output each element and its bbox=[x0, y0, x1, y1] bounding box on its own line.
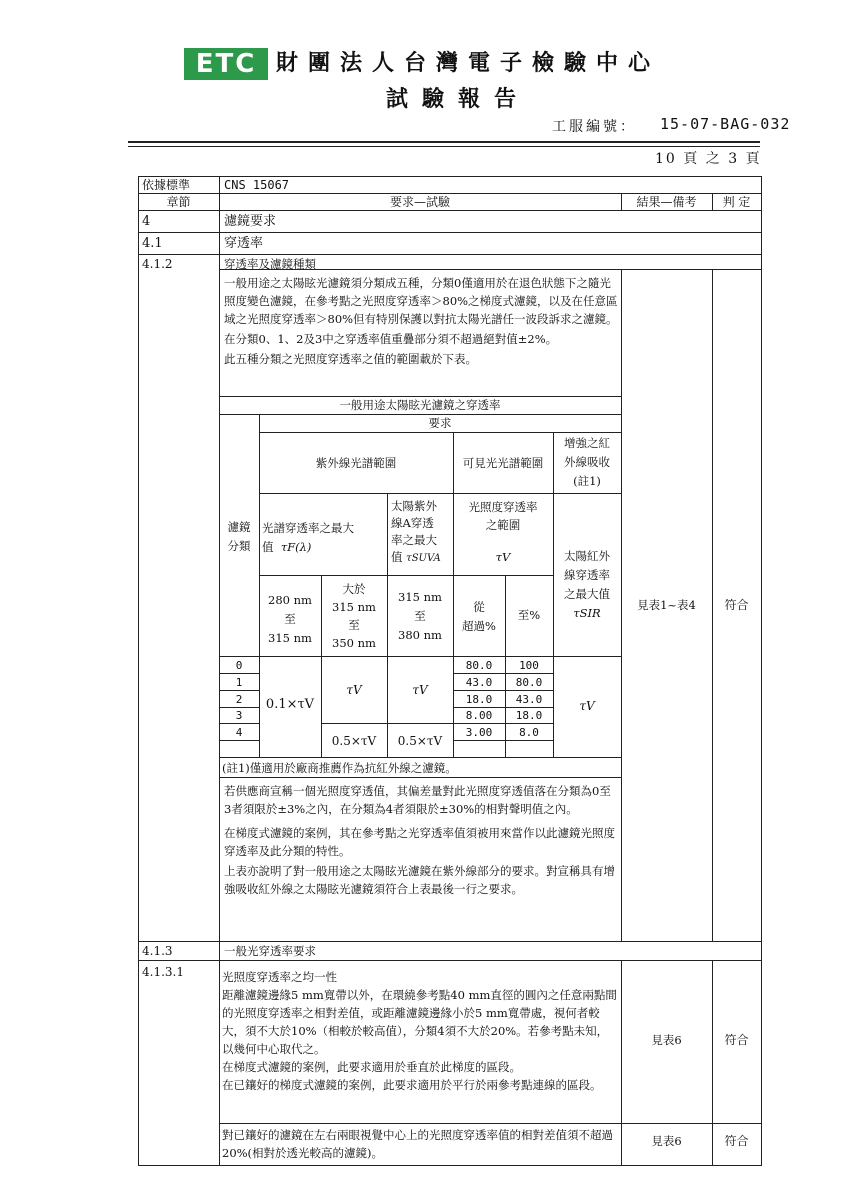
sec4131-verdict: 符合 bbox=[724, 1033, 749, 1047]
col-280-header bbox=[259, 591, 321, 648]
page-unit: 頁 bbox=[745, 151, 762, 167]
solar-ir-header bbox=[553, 547, 621, 623]
section-title: 穿透率及濾鏡種類 bbox=[224, 257, 316, 271]
organization-name: 財團法人台灣電子檢驗中心 bbox=[276, 50, 661, 76]
class-cell: 4 bbox=[235, 726, 243, 739]
lum-range-line: 之範圍 bbox=[485, 518, 521, 532]
col-315b-line: 315 nm bbox=[398, 590, 442, 604]
header-rule-thin bbox=[128, 146, 760, 147]
sec4131-b-paragraph bbox=[222, 1126, 618, 1162]
sec4131-title: 光照度穿透率之均一性 bbox=[222, 970, 337, 984]
from-line: 超過% bbox=[462, 619, 496, 633]
work-no-label: 工服編號： bbox=[552, 119, 637, 135]
to-header: 至% bbox=[517, 608, 541, 622]
col-315-line: 至 bbox=[348, 618, 360, 632]
section-title: 穿透率 bbox=[224, 236, 264, 251]
uv-range-header: 紫外線光譜範圍 bbox=[315, 456, 397, 470]
sec4131-b-result: 見表6 bbox=[651, 1134, 682, 1148]
header-rule bbox=[128, 141, 760, 143]
lum-symbol: τV bbox=[495, 550, 511, 564]
solar-ir-line: 太陽紅外 bbox=[564, 549, 610, 563]
filter-class-header bbox=[219, 518, 259, 556]
ir-enhanced-line: (註1) bbox=[573, 474, 601, 488]
solar-uva-header bbox=[391, 498, 441, 567]
report-title: 試驗報告 bbox=[386, 86, 531, 112]
col-315-header bbox=[321, 580, 387, 652]
solar-ir-line: 之最大值 bbox=[564, 587, 610, 601]
to-value: 18.0 bbox=[515, 709, 543, 722]
page-current: 3 bbox=[728, 151, 740, 167]
sec412-paragraphs-2 bbox=[224, 782, 618, 900]
to-value: 43.0 bbox=[515, 693, 543, 706]
col-280-line: 315 nm bbox=[268, 631, 312, 645]
sec412-para5: 在梯度式濾鏡的案例，其在參考點之光穿透率值須被用來當作以此濾鏡光照度穿透率及此分類的特性。 bbox=[224, 826, 615, 858]
solar-uva-line: 太陽紫外 bbox=[391, 499, 437, 513]
solar-uva-line4: 值 bbox=[391, 550, 403, 564]
to-value: 80.0 bbox=[515, 676, 543, 689]
sec412-verdict: 符合 bbox=[724, 598, 749, 612]
from-value: 3.00 bbox=[465, 726, 493, 739]
col-315b-header bbox=[387, 588, 453, 645]
sec412-para4: 若供應商宣稱一個光照度穿透值，其偏差量對此光照度穿透值落在分類為0至3者須限於±3%之內，在分類為4者須限於±30%的相對聲明值之內。 bbox=[224, 784, 611, 816]
sec4131-paragraphs bbox=[222, 968, 618, 1094]
from-value: 43.0 bbox=[465, 676, 493, 689]
spectral-max-symbol: τF(λ) bbox=[280, 540, 312, 554]
ir-enhanced-line: 外線吸收 bbox=[564, 455, 610, 469]
standard-label: 依據標準 bbox=[142, 178, 191, 192]
col-315-line: 350 nm bbox=[332, 636, 376, 650]
from-header bbox=[453, 598, 505, 636]
from-value: 18.0 bbox=[465, 693, 493, 706]
section-no: 4.1.2 bbox=[142, 257, 173, 271]
sec4131-b-verdict: 符合 bbox=[724, 1134, 749, 1148]
sec412-para1: 一般用途之太陽眩光濾鏡須分類成五種，分類0僅適用於在退色狀態下之隨光照度變色濾鏡，在參考點之光照度穿透率＞80%之梯度式濾鏡，以及在任意區域之光照度穿透率＞80%但有特別保護以對抗太陽光譜任一波段訴求之濾鏡。 bbox=[224, 276, 618, 326]
solar-uva-line: 線A穿透 bbox=[391, 516, 434, 530]
etc-logo: ETC bbox=[184, 48, 268, 80]
from-value: 80.0 bbox=[465, 659, 493, 672]
col-315-line: 大於 bbox=[342, 582, 366, 596]
col-section-header: 章節 bbox=[166, 195, 191, 209]
sec4131-b: 對已鑲好的濾鏡在左右兩眼視覺中心上的光照度穿透率值的相對差值須不超過20%(相對於透光較高的濾鏡)。 bbox=[222, 1128, 613, 1160]
ir-enhanced-header bbox=[553, 434, 621, 491]
section-no: 4 bbox=[142, 214, 151, 229]
work-no-value: 15-07-BAG-032 bbox=[660, 115, 791, 133]
section-no: 4.1 bbox=[142, 236, 163, 251]
col-result-header: 結果—備考 bbox=[636, 195, 697, 209]
uva-tv: τV bbox=[412, 683, 428, 697]
to-value: 100 bbox=[519, 659, 539, 672]
note1: (註1)僅適用於廠商推薦作為抗紅外線之濾鏡。 bbox=[222, 761, 457, 775]
col-280-line: 280 nm bbox=[268, 593, 312, 607]
inner-caption: 一般用途太陽眩光濾鏡之穿透率 bbox=[339, 398, 501, 412]
class-cell: 0 bbox=[235, 659, 243, 672]
lum-range-header bbox=[453, 498, 553, 566]
expr-01: 0.1×τV bbox=[265, 697, 315, 712]
sec4131-result: 見表6 bbox=[651, 1033, 682, 1047]
page-indicator bbox=[655, 148, 762, 168]
solar-ir-line: 線穿透率 bbox=[564, 568, 610, 582]
spectral-max-header bbox=[262, 519, 354, 557]
class-cell: 3 bbox=[235, 709, 243, 722]
filter-class-line: 分類 bbox=[227, 539, 251, 553]
solar-ir-symbol: τSIR bbox=[573, 606, 601, 620]
lum-range-line: 光照度穿透率 bbox=[468, 500, 538, 514]
class-cell: 2 bbox=[235, 693, 243, 706]
sec412-para3: 此五種分類之光照度穿透率之值的範圍載於下表。 bbox=[224, 352, 477, 366]
ir-enhanced-line: 增強之紅 bbox=[564, 436, 610, 450]
standard-value: CNS 15067 bbox=[224, 178, 290, 192]
solar-uva-symbol: τSUVA bbox=[406, 553, 441, 564]
col-315b-line: 380 nm bbox=[398, 628, 442, 642]
sec412-paragraphs bbox=[224, 274, 618, 370]
spectral-max-line2: 值 bbox=[262, 540, 274, 554]
inner-requirement: 要求 bbox=[428, 416, 452, 430]
page-of: 頁 之 bbox=[683, 151, 722, 167]
spectral-max-line bbox=[262, 538, 354, 557]
section-no: 4.1.3 bbox=[142, 944, 173, 958]
ir-tv: τV bbox=[579, 699, 595, 713]
section-title: 濾鏡要求 bbox=[224, 214, 277, 229]
section-title: 一般光穿透率要求 bbox=[224, 944, 316, 958]
section-no: 4.1.3.1 bbox=[142, 965, 184, 979]
sec4131-line3: 在已鑲好的梯度式濾鏡的案例，此要求適用於平行於兩參考點連線的區段。 bbox=[222, 1078, 602, 1092]
col-315b-line: 至 bbox=[414, 609, 426, 623]
expr-05-b: 0.5×τV bbox=[397, 734, 443, 748]
sec412-result: 見表1~表4 bbox=[637, 598, 696, 612]
solar-uva-line: 率之最大 bbox=[391, 533, 437, 547]
spectral-max-line: 光譜穿透率之最大 bbox=[262, 521, 354, 535]
sec412-para2: 在分類0、1、2及3中之穿透率值重疊部分須不超過絕對值±2%。 bbox=[224, 332, 558, 346]
expr-05-a: 0.5×τV bbox=[331, 734, 377, 748]
visible-range-header: 可見光光譜範圍 bbox=[462, 456, 544, 470]
solar-uva-line bbox=[391, 549, 441, 567]
from-value: 8.00 bbox=[465, 709, 493, 722]
col-280-line: 至 bbox=[284, 612, 296, 626]
filter-class-line: 濾鏡 bbox=[227, 520, 251, 534]
col-verdict-header: 判 定 bbox=[722, 195, 751, 209]
from-line: 從 bbox=[473, 600, 485, 614]
col-requirement-header: 要求—試驗 bbox=[389, 195, 450, 209]
page-total: 10 bbox=[655, 151, 677, 167]
sec4131-line2: 在梯度式濾鏡的案例，此要求適用於垂直於此梯度的區段。 bbox=[222, 1060, 521, 1074]
class-cell: 1 bbox=[235, 676, 243, 689]
sec4131-body: 距離濾鏡邊緣5 mm寬帶以外，在環繞參考點40 mm直徑的圓內之任意兩點間的光照度穿透率之相對差值，或距離濾鏡邊緣小於5 mm寬帶處，視何者較大，須不大於10%（相較於較高值），分類4須不大於20%。若參考點未知，以幾何中心取代之。 bbox=[222, 988, 617, 1056]
col-315-line: 315 nm bbox=[332, 600, 376, 614]
uv315-tv: τV bbox=[346, 683, 362, 697]
sec412-para6: 上表亦說明了對一般用途之太陽眩光濾鏡在紫外線部分的要求。對宣稱具有增強吸收紅外線之太陽眩光濾鏡須符合上表最後一行之要求。 bbox=[224, 864, 615, 896]
to-value: 8.0 bbox=[519, 726, 539, 739]
